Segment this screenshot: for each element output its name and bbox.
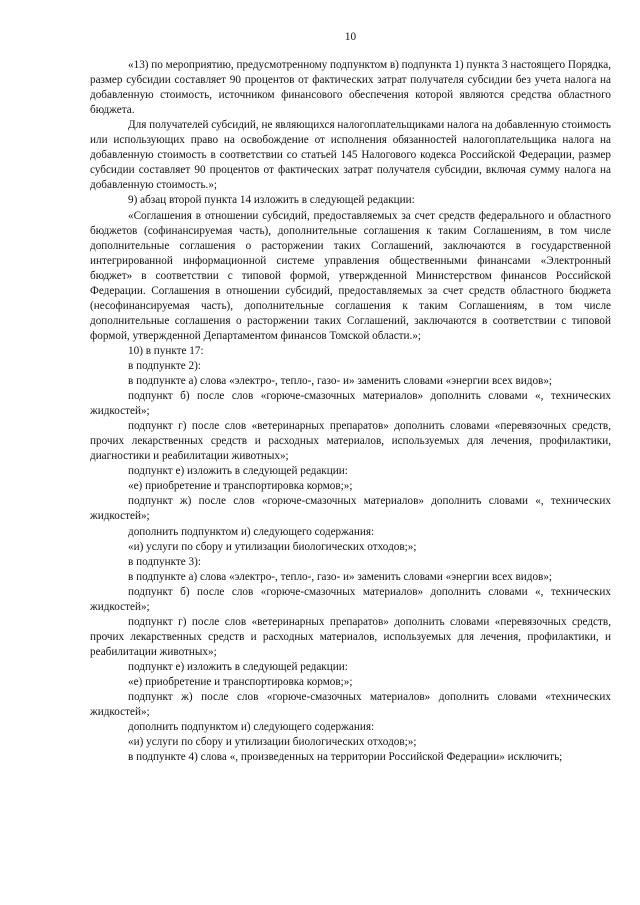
paragraph: в подпункте 2):	[128, 359, 201, 372]
paragraph: подпункт б) после слов «горюче-смазочных материалов» дополнить словами «, технических жидкостей»;	[90, 585, 611, 613]
document-page	[90, 30, 611, 765]
document-body	[90, 58, 611, 765]
paragraph: «е) приобретение и транспортировка кормов;»;	[128, 675, 353, 688]
paragraph: в подпункте 4) слова «, произведенных на территории Российской Федерации» исключить;	[128, 751, 563, 764]
paragraph: подпункт г) после слов «ветеринарных препаратов» дополнить словами «перевязочных средств, прочих лекарственных средств и расходных материалов, используемых для лечения, профилактики, и реабилитации животных»;	[90, 615, 611, 658]
paragraph: «13) по мероприятию, предусмотренному подпунктом в) подпункта 1) пункта 3 настоящего Порядка, размер субсидии составляет 90 процентов от фактических затрат получателя субсидии без учета налога на добавленную стоимость, источником финансового обеспечения которой являются средства областного бюджета.	[90, 59, 611, 117]
paragraph: в подпункте 3):	[128, 555, 201, 568]
paragraph: подпункт е) изложить в следующей редакции:	[128, 660, 348, 673]
page-number: 10	[344, 31, 357, 43]
paragraph: дополнить подпунктом и) следующего содержания:	[128, 525, 375, 538]
paragraph: подпункт ж) после слов «горюче-смазочных материалов» дополнить словами «, технических жидкостей»;	[90, 495, 611, 523]
paragraph: 10) в пункте 17:	[128, 344, 204, 357]
paragraph: подпункт г) после слов «ветеринарных препаратов» дополнить словами «перевязочных средств, прочих лекарственных средств и расходных материалов, используемых для лечения, профилактики, диагностики и реабилитации животных»;	[90, 420, 611, 463]
paragraph: подпункт ж) после слов «горюче-смазочных материалов» дополнить словами «технических жидкостей»;	[90, 691, 611, 719]
paragraph: в подпункте а) слова «электро-, тепло-, газо- и» заменить словами «энергии всех видов»;	[128, 375, 553, 388]
paragraph: «е) приобретение и транспортировка кормов;»;	[128, 480, 353, 493]
paragraph: 9) абзац второй пункта 14 изложить в следующей редакции:	[128, 194, 415, 207]
paragraph: подпункт б) после слов «горюче-смазочных материалов» дополнить словами «, технических жидкостей»;	[90, 390, 611, 418]
paragraph: дополнить подпунктом и) следующего содержания:	[128, 721, 375, 734]
paragraph: «и) услуги по сбору и утилизации биологических отходов;»;	[128, 736, 417, 749]
paragraph: «и) услуги по сбору и утилизации биологических отходов;»;	[128, 540, 417, 553]
paragraph: Для получателей субсидий, не являющихся налогоплательщиками налога на добавленную стоимость или использующих право на освобождение от исполнения обязанностей налогоплательщика налога на добавленную стоимость в соответствии со статьей 145 Налогового кодекса Российской Федерации, размер субсидии составляет 90 процентов от фактических затрат получателя субсидии, включая сумму налога на добавленную стоимость.»;	[90, 119, 611, 192]
paragraph: «Соглашения в отношении субсидий, предоставляемых за счет средств федерального и областного бюджетов (софинансируемая часть), дополнительные соглашения к таким Соглашениям, в том числе дополнительные соглашения о расторжении таких Соглашений, заключаются в государственной интегрированной информационной системе управления общественными финансами «Электронный бюджет» в соответствии с типовой формой, утвержденной Министерством финансов Российской Федерации. Соглашения в отношении субсидий, предоставляемых за счет средств областного бюджета (несофинансируемая часть), дополнительные соглашения к таким Соглашениям, в том числе дополнительные соглашения о расторжении таких Соглашений, заключаются в соответствии с типовой формой, утвержденной Департаментом финансов Томской области.»;	[90, 209, 611, 342]
paragraph: в подпункте а) слова «электро-, тепло-, газо- и» заменить словами «энергии всех видов»;	[128, 570, 553, 583]
paragraph: подпункт е) изложить в следующей редакции:	[128, 465, 348, 478]
